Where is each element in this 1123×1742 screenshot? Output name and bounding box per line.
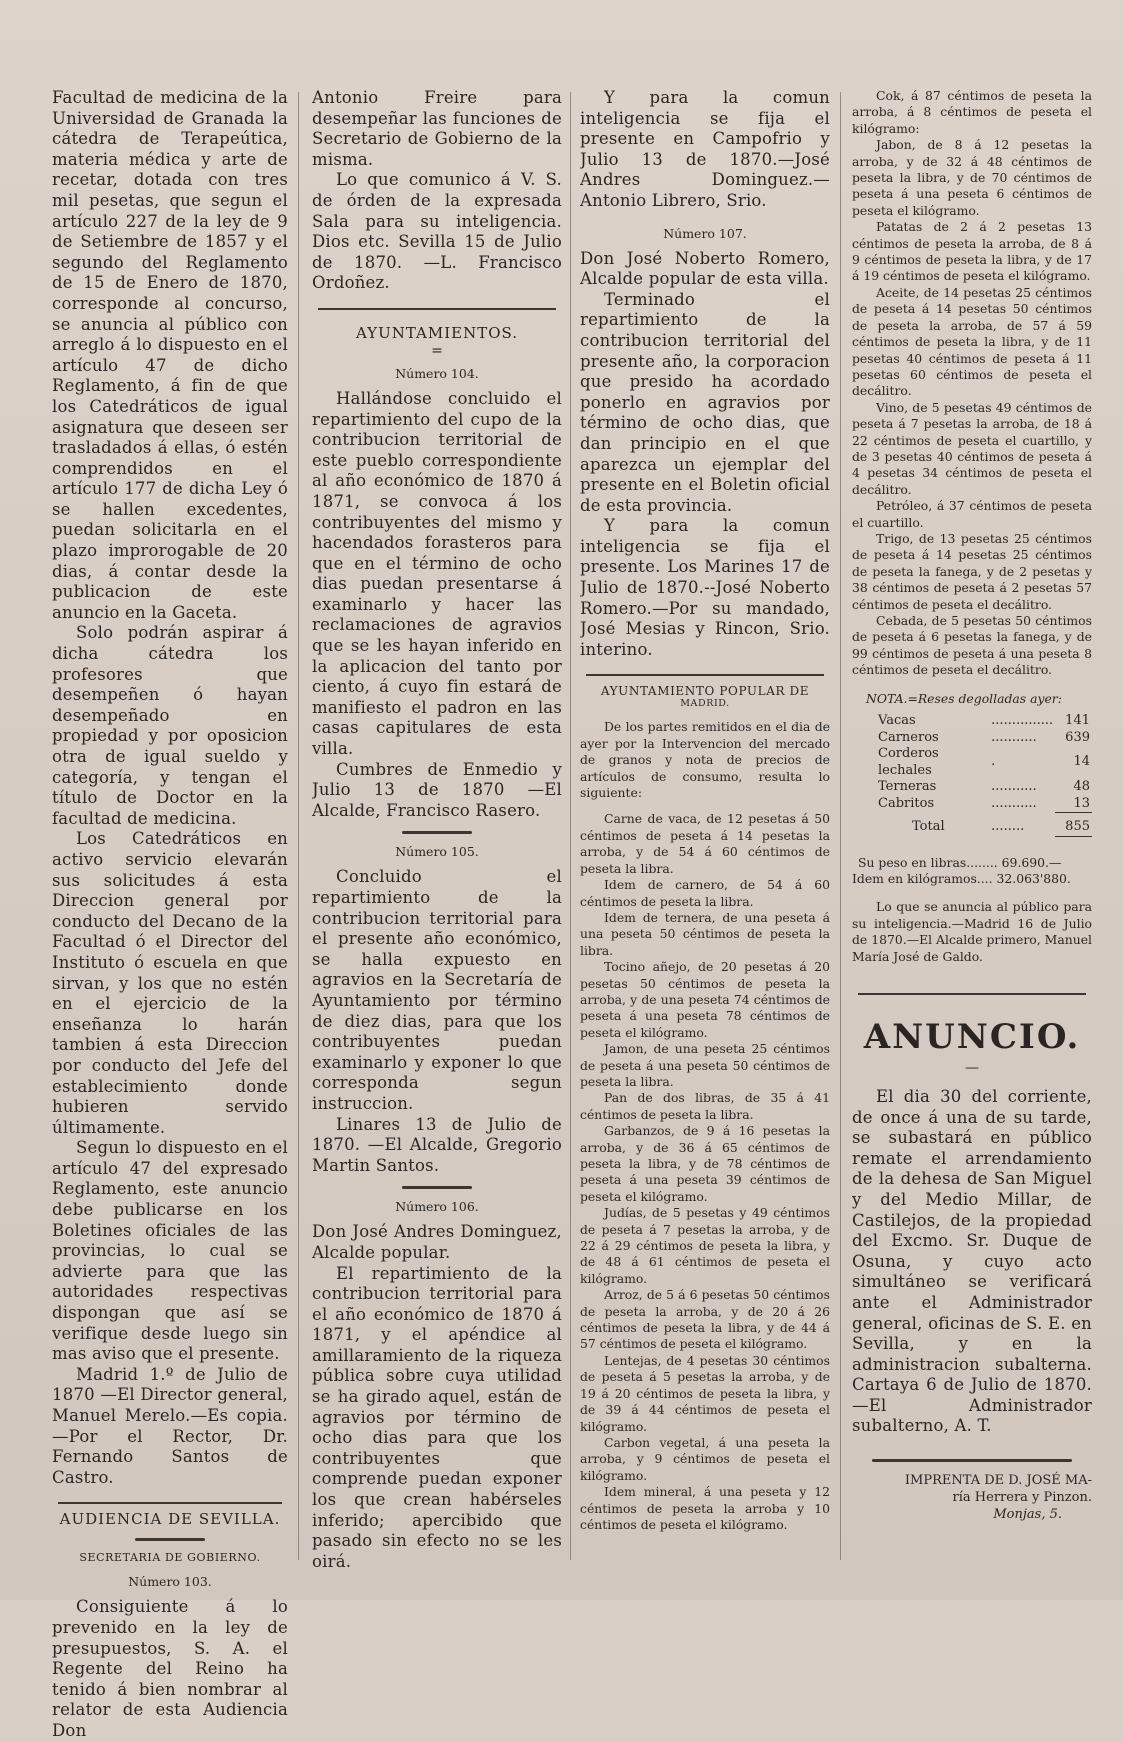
ornament-rule: [872, 1459, 1072, 1462]
row-dots: ...........: [991, 779, 1037, 795]
section-divider: [58, 1502, 282, 1504]
price-paragraph: Lentejas, de 4 pesetas 30 céntimos de peseta á 5 pesetas la arroba, y de 19 á 20 céntimos de peseta la libra, y de 39 á 44 céntimos de peseta el kilógramo.: [580, 1352, 830, 1434]
row-label: Terneras: [878, 779, 937, 795]
signature-paragraph: Linares 13 de Julio de 1870. —El Alcalde, Gregorio Martin Santos.: [312, 1114, 562, 1175]
ornament-dash: —: [965, 1059, 979, 1076]
weight-kg-line: [852, 871, 1092, 887]
notice-number: Número 105.: [395, 844, 479, 860]
price-paragraph: Idem de ternera, de una peseta á una peseta 50 céntimos de peseta la libra.: [580, 909, 830, 958]
printer-imprint: [852, 1472, 1092, 1523]
price-paragraph: Patatas de 2 á 2 pesetas 13 céntimos de peseta la arroba, de 8 á 9 céntimos de peseta la libra, y de 17 á 19 céntimos de peseta el kilógramo.: [852, 219, 1092, 284]
row-label: Corderos lechales: [878, 746, 939, 778]
price-paragraph: Tocino añejo, de 20 pesetas á 20 pesetas 50 céntimos de peseta la arroba, y de una peseta 74 céntimos de peseta á una peseta 78 céntimos de peseta el kilógramo.: [580, 959, 830, 1040]
anuncio-paragraph: El dia 30 del corriente, de once á una de su tarde, se subastará en público remate el arrendamiento de la dehesa de San Miguel y del Medio Millar, de Castilejos, de la propiedad del Excmo. Sr. Duque de Osuna, y cuyo acto simultáneo se verificará ante el Administrador general, oficinas de S. E. en Sevilla, y en la administracion subalterna. Cartaya 6 de Julio de 1870. —El Administrador subalterno, A. T.: [852, 1086, 1092, 1436]
row-value: 14: [1073, 754, 1090, 770]
price-paragraph: Cebada, de 5 pesetas 50 céntimos de peseta á 6 pesetas la fanega, y de 99 céntimos de peseta á una peseta 8 céntimos de peseta el decálitro.: [852, 613, 1092, 678]
section-subheading: MADRID.: [680, 698, 730, 710]
article-paragraph: Facultad de medicina de la Universidad de Granada la cátedra de Terapeútica, materia médica y arte de recetar, dotada con tres mil pesetas, que segun el artículo 227 de la ley de 9 de Setiembre de 1857 y el segundo del Reglamento de 15 de Enero de 1870, corresponde al concurso, se anuncia al público con arreglo á lo dispuesto en el artículo 47 de dicho Reglamento, á fin de que los Catedráticos de igual asignatura que deseen ser trasladados á ellas, ó estén comprendidos en el artículo 177 de dicha Ley ó se hallen excedentes, puedan solicitarla en el plazo improrogable de 20 dias, á contar desde la publicacion de este anuncio en la Gaceta.: [52, 88, 288, 622]
row-value: 141: [1065, 713, 1090, 729]
signature-paragraph: Cumbres de Enmedio y Julio 13 de 1870 —El Alcalde, Francisco Rasero.: [312, 759, 562, 820]
price-paragraph: Carbon vegetal, á una peseta la arroba, y 9 céntimos de peseta el kilógramo.: [580, 1434, 830, 1483]
ornament-rule: [135, 1538, 205, 1541]
total-dots: ........: [991, 819, 1025, 835]
section-heading: AYUNTAMIENTOS.: [355, 323, 519, 342]
article-paragraph: Concluido el repartimiento de la contribucion territorial para el presente año económico, se halla expuesto en agravios en la Secretaría de Ayuntamiento por término de diez dias, para que los contribuyentes puedan examinarlo y exponer lo que corresponda segun instruccion.: [312, 867, 562, 1113]
table-row: [876, 730, 1092, 747]
price-paragraph: Jamon, de una peseta 25 céntimos de peseta á una peseta 50 céntimos de peseta la libra.: [580, 1041, 830, 1089]
signature-paragraph: Y para la comun inteligencia se fija el presente. Los Marines 17 de Julio de 1870.--José Noberto Romero.—Por su mandado, José Mesias y Rincon, Srio. interino.: [580, 516, 830, 659]
table-row: [876, 779, 1092, 796]
table-row: [876, 796, 1092, 813]
total-row: [876, 813, 1092, 837]
price-paragraph: Jabon, de 8 á 12 pesetas la arroba, y de 32 á 48 céntimos de peseta la libra, y de 70 céntimos de peseta á una peseta 6 céntimos de peseta el kilógramo.: [852, 137, 1092, 218]
price-paragraph: Cok, á 87 céntimos de peseta la arroba, á 8 céntimos de peseta el kilógramo:: [852, 88, 1092, 136]
column-rule: [840, 92, 841, 1560]
column-2: [312, 88, 562, 1572]
row-dots: ...............: [991, 713, 1054, 729]
notice-number: Número 104.: [395, 365, 479, 381]
price-paragraph: De los partes remitidos en el dia de ayer por la Intervencion del mercado de granos y nota de precios de artículos de consumo, resulta lo siguiente:: [580, 719, 830, 801]
row-label: Vacas: [878, 713, 916, 729]
ornament-equals: =: [431, 342, 443, 359]
row-label: Cabritos: [878, 795, 935, 811]
section-heading: AYUNTAMIENTO POPULAR DE: [600, 684, 810, 699]
anuncio-heading: ANUNCIO.: [863, 1016, 1081, 1057]
price-paragraph: Petróleo, á 37 céntimos de peseta el cuartillo.: [852, 498, 1092, 530]
weight-kg-label: Idem en kilógramos....: [852, 870, 993, 886]
total-value: 855: [1055, 813, 1092, 837]
row-dots: .: [991, 754, 996, 770]
table-row: [876, 713, 1092, 730]
ornament-rule: [402, 831, 472, 834]
weight-lbs-value: 69.690.—: [1001, 854, 1062, 870]
signature-paragraph: Y para la comun inteligencia se fija el presente en Campofrio y Julio 13 de 1870.—José Andres Dominguez.—Antonio Librero, Srio.: [580, 88, 830, 210]
imprint-line-1: IMPRENTA DE D. JOSÉ MA-: [904, 1473, 1092, 1489]
section-divider: [858, 993, 1086, 995]
row-value: 48: [1073, 779, 1090, 795]
article-paragraph: Segun lo dispuesto en el artículo 47 del expresado Reglamento, este anuncio debe publicarse en los Boletines oficiales de las provincias, lo cual se advierte para que las autoridades respectivas dispongan que así se verifique desde luego sin mas aviso que el presente.: [52, 1138, 288, 1364]
column-rule: [298, 92, 299, 1560]
notice-number: Número 106.: [395, 1199, 479, 1215]
article-paragraph: Solo podrán aspirar á dicha cátedra los profesores que desempeñen ó hayan desempeñado en propiedad y por oposicion otra de igual sueldo y categoría, y tengan el título de Doctor en la facultad de medicina.: [52, 623, 288, 828]
price-paragraph: Garbanzos, de 9 á 16 pesetas la arroba, y de 36 á 65 céntimos de peseta la libra, y de 78 céntimos de peseta á una peseta 39 céntimos de peseta el kilógramo.: [580, 1123, 830, 1204]
weight-lbs-label: Su peso en libras........: [858, 854, 998, 870]
article-paragraph: El repartimiento de la contribucion territorial para el año económico de 1870 á 1871, y el apéndice al amillaramiento de la riqueza pública sobre cuya utilidad se ha girado aquel, están de agravios por término de ocho dias para que los contribuyentes que comprende puedan exponer los que crean habérseles inferido; apercibido que pasado sin efecto no se les oirá.: [312, 1263, 562, 1571]
weight-lbs-line: [852, 855, 1092, 871]
notice-number: Número 103.: [128, 1574, 212, 1590]
price-paragraph: Pan de dos libras, de 35 á 41 céntimos de peseta la libra.: [580, 1090, 830, 1122]
price-paragraph: Arroz, de 5 á 6 pesetas 50 céntimos de peseta la arroba, y de 20 á 26 céntimos de peseta la libra, y de 44 á 57 céntimos de peseta el kilógramo.: [580, 1287, 830, 1352]
table-row: [876, 746, 1092, 779]
row-value: 639: [1065, 729, 1090, 745]
row-label: Carneros: [878, 729, 939, 745]
price-paragraph: Trigo, de 13 pesetas 25 céntimos de peseta á 14 pesetas 25 céntimos de peseta la fanega, y de 2 pesetas y 38 céntimos de peseta á 2 pesetas 57 céntimos de peseta el decálitro.: [852, 530, 1092, 612]
article-paragraph: Los Catedráticos en activo servicio elevarán sus solicitudes á esta Direccion general por conducto del Decano de la Facultad ó el Director del Instituto ó escuela en que sirvan, y los que no estén en el ejercicio de la enseñanza lo harán tambien á esta Direccion por conducto del Jefe del establecimiento donde hubieren servido últimamente.: [52, 829, 288, 1137]
total-label: Total: [912, 819, 945, 835]
price-paragraph: Idem de carnero, de 54 á 60 céntimos de peseta la libra.: [580, 877, 830, 909]
article-paragraph: Hallándose concluido el repartimiento del cupo de la contribucion territorial de este pueblo correspondiente al año económico de 1870 á 1871, se convoca á los contribuyentes del mismo y hacendados forasteros para que en el término de ocho dias puedan presentarse á examinarlo y hacer las reclamaciones de agravios que se les hayan inferido en la aplicacion del tanto por ciento, á cuyo fin estará de manifiesto el padron en las casas capitulares de esta villa.: [312, 388, 562, 759]
article-paragraph: Terminado el repartimiento de la contribucion territorial del presente año, la corporacion que presido ha acordado ponerlo en agravios por término de ocho dias, que dan principio en el que aparezca un ejemplar del presente en el Boletin oficial de esta provincia.: [580, 289, 830, 515]
price-paragraph: Aceite, de 14 pesetas 25 céntimos de peseta á 14 pesetas 50 céntimos de peseta la arroba, de 57 á 59 céntimos de peseta la libra, y de 11 pesetas 40 céntimos de peseta á 11 pesetas 60 céntimos de peseta el decálitro.: [852, 284, 1092, 399]
notice-number: Número 107.: [663, 225, 747, 241]
signature-paragraph: Lo que comunico á V. S. de órden de la expresada Sala para su inteligencia. Dios etc. Sevilla 15 de Julio de 1870. —L. Francisco Ordoñez.: [312, 170, 562, 293]
livestock-table: [876, 713, 1092, 837]
price-paragraph: Idem mineral, á una peseta y 12 céntimos de peseta la arroba y 10 céntimos de peseta el kilógramo.: [580, 1484, 830, 1532]
weight-kg-value: 32.063'880.: [996, 870, 1071, 886]
article-paragraph: Don José Noberto Romero, Alcalde popular de esta villa.: [580, 248, 830, 289]
signature-paragraph: Lo que se anuncia al público para su inteligencia.—Madrid 16 de Julio de 1870.—El Alcalde primero, Manuel María José de Galdo.: [852, 899, 1092, 964]
section-divider: [318, 308, 556, 310]
article-paragraph: Consiguiente á lo prevenido en la ley de presupuestos, S. A. el Regente del Reino ha tenido á bien nombrar al relator de esta Audiencia Don: [52, 1597, 288, 1740]
section-heading: AUDIENCIA DE SEVILLA.: [59, 1510, 281, 1529]
row-dots: ...........: [991, 729, 1037, 745]
price-paragraph: Carne de vaca, de 12 pesetas á 50 céntimos de peseta á 14 pesetas la arroba, y de 54 á 60 céntimos de peseta la libra.: [580, 811, 830, 876]
nota-heading: NOTA.=Reses degolladas ayer:: [866, 690, 1062, 706]
column-rule: [570, 92, 571, 1560]
signature-paragraph: Madrid 1.º de Julio de 1870 —El Director general, Manuel Merelo.—Es copia.—Por el Rector, Dr. Fernando Santos de Castro.: [52, 1364, 288, 1487]
row-value: 13: [1055, 796, 1092, 813]
column-3: [580, 88, 830, 1533]
section-subheading: SECRETARIA DE GOBIERNO.: [79, 1551, 261, 1565]
price-paragraph: Vino, de 5 pesetas 49 céntimos de peseta á 7 pesetas la arroba, de 18 á 22 céntimos de peseta el cuartillo, y de 3 pesetas 40 céntimos de peseta á 4 pesetas 34 céntimos de peseta el decálitro.: [852, 399, 1092, 497]
section-divider: [586, 674, 824, 676]
column-1: [52, 88, 288, 1742]
column-4: [852, 88, 1092, 1523]
imprint-line-2: ría Herrera y Pinzon.: [952, 1490, 1092, 1506]
ornament-rule: [402, 1186, 472, 1189]
imprint-line-3: Monjas, 5.: [993, 1507, 1062, 1523]
price-paragraph: Judías, de 5 pesetas y 49 céntimos de peseta á 7 pesetas la arroba, y de 22 á 29 céntimos de peseta la libra, y de 48 á 61 céntimos de peseta el kilógramo.: [580, 1205, 830, 1286]
article-paragraph: Don José Andres Dominguez, Alcalde popular.: [312, 1222, 562, 1262]
row-dots: ...........: [991, 795, 1037, 811]
article-paragraph: Antonio Freire para desempeñar las funciones de Secretario de Gobierno de la misma.: [312, 88, 562, 169]
